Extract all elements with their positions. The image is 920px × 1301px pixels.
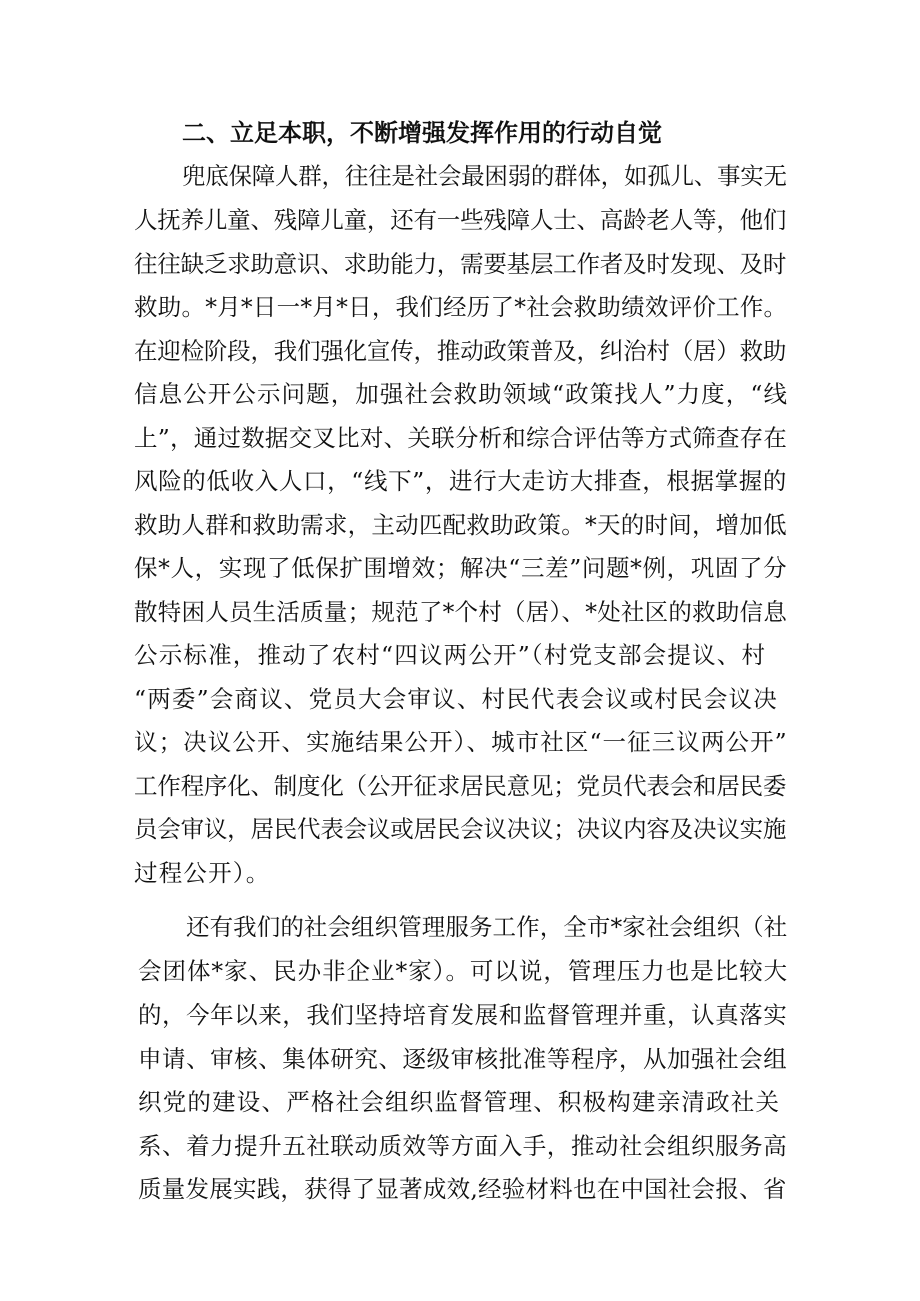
text-line: 会团体*家、民办非企业*家）。可以说，管理压力也是比较大 — [138, 957, 789, 985]
text-line: 系、着力提升五社联动质效等方面入手，推动社会组织服务高 — [138, 1132, 788, 1160]
text-line: 往往缺乏求助意识、求助能力，需要基层工作者及时发现、及时 — [134, 250, 787, 278]
text-line: 公示标准，推动了农村“四议两公开”（村党支部会提议、村 — [134, 641, 767, 669]
text-line: 议；决议公开、实施结果公开）、城市社区“一征三议两公开” — [134, 728, 788, 756]
text-line: 工作程序化、制度化（公开征求居民意见；党员代表会和居民委 — [134, 772, 787, 800]
text-line: 保*人，实现了低保扩围增效；解决“三差”问题*例，巩固了分 — [134, 554, 788, 582]
text-line: 的，今年以来，我们坚持培育发展和监督管理并重，认真落实 — [138, 1001, 788, 1029]
text-line: 员会审议，居民代表会议或居民会议决议；决议内容及决议实施 — [134, 815, 787, 843]
text-line: 人抚养儿童、残障儿童，还有一些残障人士、高龄老人等，他们 — [134, 206, 787, 234]
text-line: 申请、审核、集体研究、逐级审核批准等程序，从加强社会组 — [138, 1045, 788, 1073]
text-line: 还有我们的社会组织管理服务工作，全市*家社会组织（社 — [186, 913, 788, 941]
text-line: “两委”会商议、党员大会审议、村民代表会议或村民会议决 — [134, 685, 778, 713]
text-line: 信息公开公示问题，加强社会救助领域“政策找人”力度，“线 — [134, 380, 789, 408]
text-line: 风险的低收入人口，“线下”，进行大走访大排查，根据掌握的 — [134, 467, 788, 495]
text-line: 兜底保障人群，往往是社会最困弱的群体，如孤儿、事实无 — [182, 162, 787, 190]
section-heading: 二、立足本职，不断增强发挥作用的行动自觉 — [182, 119, 662, 147]
text-line: 过程公开）。 — [134, 859, 271, 887]
text-line: 散特困人员生活质量；规范了*个村（居）、*处社区的救助信息 — [134, 598, 788, 626]
text-line: 织党的建设、严格社会组织监督管理、积极构建亲清政社关 — [138, 1088, 781, 1116]
text-line: 救助人群和救助需求，主动匹配救助政策。*天的时间，增加低 — [134, 511, 787, 539]
text-line: 质量发展实践，获得了显著成效,经验材料也在中国社会报、省 — [138, 1175, 787, 1203]
text-line: 在迎检阶段，我们强化宣传，推动政策普及，纠治村（居）救助 — [134, 337, 787, 365]
text-line: 救助。*月*日一*月*日，我们经历了*社会救助绩效评价工作。 — [134, 293, 788, 321]
text-line: 上”，通过数据交叉比对、关联分析和综合评估等方式筛查存在 — [134, 424, 788, 452]
